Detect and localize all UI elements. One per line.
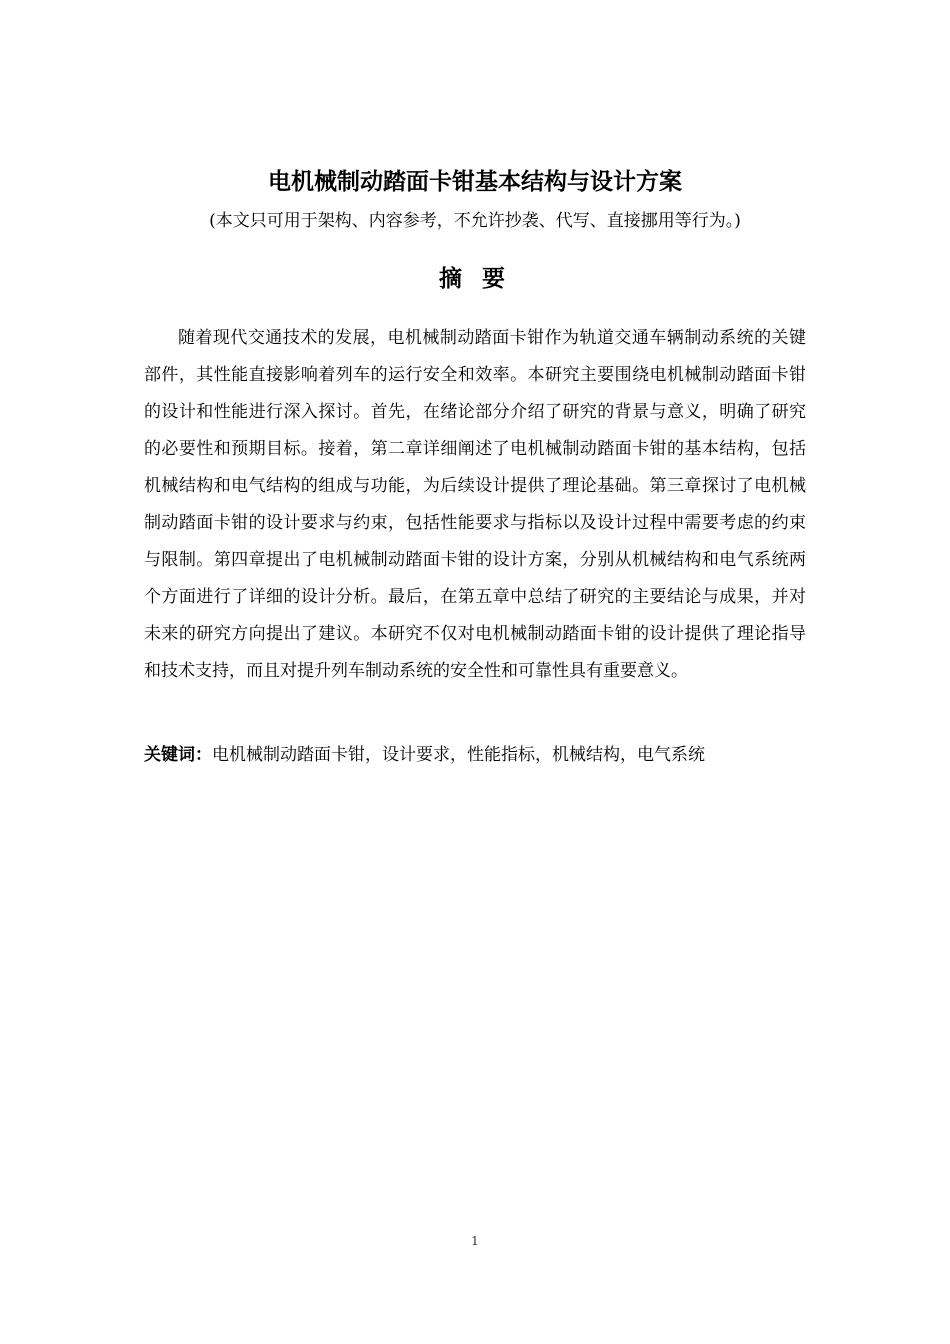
abstract-heading: 摘 要 [438,266,511,292]
keywords-value: 电机械制动踏面卡钳，设计要求，性能指标，机械结构，电气系统 [212,745,705,765]
keywords-label: 关键词： [144,745,212,765]
abstract-paragraph: 随着现代交通技术的发展，电机械制动踏面卡钳作为轨道交通车辆制动系统的关键部件，其性能直接影响着列车的运行安全和效率。本研究主要围绕电机械制动踏面卡钳的设计和性能进行深入探讨。首先，在绪论部分介绍了研究的背景与意义，明确了研究的必要性和预期目标。接着，第二章详细阐述了电机械制动踏面卡钳的基本结构，包括机械结构和电气结构的组成与功能，为后续设计提供了理论基础。第三章探讨了电机械制动踏面卡钳的设计要求与约束，包括性能要求与指标以及设计过程中需要考虑的约束与限制。第四章提出了电机械制动踏面卡钳的设计方案，分别从机械结构和电气系统两个方面进行了详细的设计分析。最后，在第五章中总结了研究的主要结论与成果，并对未来的研究方向提出了建议。本研究不仅对电机械制动踏面卡钳的设计提供了理论指导和技术支持，而且对提升列车制动系统的安全性和可靠性具有重要意义。 [144,328,806,681]
document-title: 电机械制动踏面卡钳基本结构与设计方案 [268,169,682,195]
page-number: 1 [471,1234,479,1248]
usage-disclaimer: (本文只可用于架构、内容参考，不允许抄袭、代写、直接挪用等行为。) [209,211,741,231]
keywords-line [144,737,806,774]
